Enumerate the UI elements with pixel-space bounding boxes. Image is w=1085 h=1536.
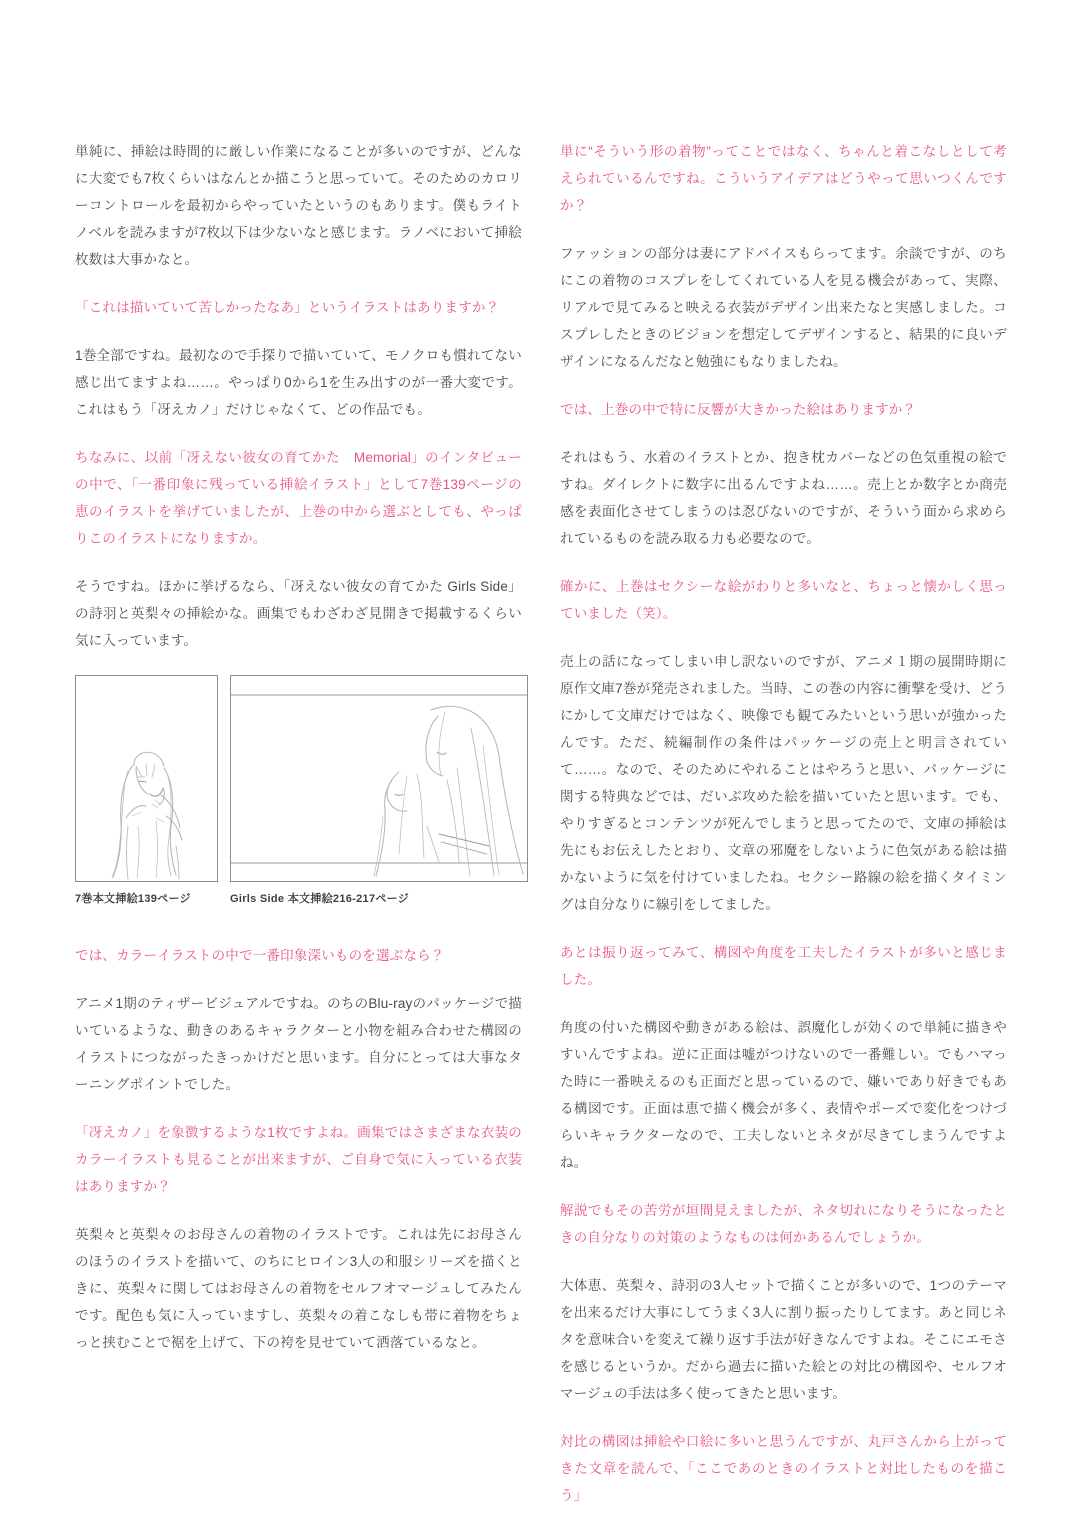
interview-question: では、カラーイラストの中で一番印象深いものを選ぶなら？ xyxy=(75,948,445,963)
interview-answer: そうですね。ほかに挙げるなら、「冴えない彼女の育てかた Girls Side」の詩羽と英梨々の挿絵かな。画集でもわざわざ見開きで掲載するくらい気に入っています。 xyxy=(75,579,522,648)
sketch-girl-portrait xyxy=(76,676,217,881)
interview-question: 「冴えカノ」を象徴するような1枚ですよね。画集ではさまざまな衣装のカラーイラストも見ることが出来ますが、ご自身で気に入っている衣装はありますか？ xyxy=(75,1125,522,1194)
figure-box xyxy=(75,675,218,882)
interview-question: では、上巻の中で特に反響が大きかった絵はありますか？ xyxy=(560,402,917,417)
illustration-figures xyxy=(75,675,522,906)
figure-girls-side-216-217 xyxy=(230,675,528,906)
interview-question: 確かに、上巻はセクシーな絵がわりと多いなと、ちょっと懐かしく思っていました（笑）。 xyxy=(560,579,1007,621)
two-column-layout xyxy=(75,138,1007,1530)
interview-question: 単に“そういう形の着物”ってことではなく、ちゃんと着こなしとして考えられているんですね。こういうアイデアはどうやって思いつくんですか？ xyxy=(560,144,1007,213)
interview-answer: 単純に、挿絵は時間的に厳しい作業になることが多いのですが、どんなに大変でも7枚くらいはなんとか描こうと思っていて。そのためのカロリーコントロールを最初からやっていたというのもあります。僕もライトノベルを読みますが7枚以下は少ないなと感じます。ラノベにおいて挿絵枚数は大事かなと。 xyxy=(75,144,522,267)
interview-question: ちなみに、以前「冴えない彼女の育てかた Memorial」のインタビューの中で、「一番印象に残っている挿絵イラスト」として7巻139ページの恵のイラストを挙げていましたが、上巻の中から選ぶとしても、やっぱりこのイラストになりますか。 xyxy=(75,450,522,546)
sketch-two-girls-spread xyxy=(231,676,527,881)
figure-caption: 7巻本文挿絵139ページ xyxy=(75,893,191,905)
right-column xyxy=(560,138,1007,1530)
interview-answer: 売上の話になってしまい申し訳ないのですが、アニメ１期の展開時期に原作文庫7巻が発売されました。当時、この巻の内容に衝撃を受け、どうにかして文庫だけではなく、映像でも観てみたいという思いが強かったんです。ただ、続編制作の条件はパッケージの売上と明言されていて……。なので、そのためにやれることはやろうと思い、パッケージに関する特典などでは、だいぶ攻めた絵を描いていたと思います。でも、やりすぎるとコンテンツが死んでしまうと思ってたので、文庫の挿絵は先にもお伝えしたとおり、文章の邪魔をしないように色気がある絵は描かないように気を付けていましたね。セクシー路線の絵を描くタイミングは自分なりに線引をしてました。 xyxy=(560,654,1007,912)
interview-question: 解説でもその苦労が垣間見えましたが、ネタ切れになりそうになったときの自分なりの対策のようなものは何かあるんでしょうか。 xyxy=(560,1203,1007,1245)
interview-answer: アニメ1期のティザービジュアルですね。のちのBlu-rayのパッケージで描いているような、動きのあるキャラクターと小物を組み合わせた構図のイラストにつながったきっかけだと思います。自分にとっては大事なターニングポイントでした。 xyxy=(75,996,522,1092)
figure-box xyxy=(230,675,528,882)
left-column xyxy=(75,138,522,1530)
interview-answer: 角度の付いた構図や動きがある絵は、誤魔化しが効くので単純に描きやすいんですよね。逆に正面は嘘がつけないので一番難しい。でもハマった時に一番映えるのも正面だと思っているので、嫌いであり好きでもある構図です。正面は恵で描く機会が多く、表情やポーズで変化をつけづらいキャラクターなので、工夫しないとネタが尽きてしまうんですよね。 xyxy=(560,1020,1007,1170)
interview-answer: それはもう、水着のイラストとか、抱き枕カバーなどの色気重視の絵ですね。ダイレクトに数字に出るんですよね……。売上とか数字とか商売感を表面化させてしまうのは忍びないのですが、そういう面から求められているものを読み取る力も必要なので。 xyxy=(560,450,1007,546)
interview-question: あとは振り返ってみて、構図や角度を工夫したイラストが多いと感じました。 xyxy=(560,945,1007,987)
interview-answer: ファッションの部分は妻にアドバイスもらってます。余談ですが、のちにこの着物のコスプレをしてくれている人を見る機会があって、実際、リアルで見てみると映える衣装がデザイン出来たなと実感しました。コスプレしたときのビジョンを想定してデザインすると、結果的に良いデザインになるんだなと勉強にもなりましたね。 xyxy=(560,246,1007,369)
interview-answer: 英梨々と英梨々のお母さんの着物のイラストです。これは先にお母さんのほうのイラストを描いて、のちにヒロイン3人の和服シリーズを描くときに、英梨々に関してはお母さんの着物をセルフオマージュしてみたんです。配色も気に入っていますし、英梨々の着こなしも帯に着物をちょっと挟むことで裾を上げて、下の袴を見せていて洒落ているなと。 xyxy=(75,1227,522,1350)
figure-volume7-page139 xyxy=(75,675,218,906)
interview-question: 「これは描いていて苦しかったなあ」というイラストはありますか？ xyxy=(75,300,500,315)
interview-answer: 1巻全部ですね。最初なので手探りで描いていて、モノクロも慣れてない感じ出てますよね……。やっぱり0から1を生み出すのが一番大変です。これはもう「冴えカノ」だけじゃなくて、どの作品でも。 xyxy=(75,348,522,417)
interview-answer: 大体恵、英梨々、詩羽の3人セットで描くことが多いので、1つのテーマを出来るだけ大事にしてうまく3人に割り振ったりしてます。あと同じネタを意味合いを変えて繰り返す手法が好きなんですよね。そこにエモさを感じるというか。だから過去に描いた絵との対比の構図や、セルフオマージュの手法は多く使ってきたと思います。 xyxy=(560,1278,1007,1401)
figure-caption: Girls Side 本文挿絵216-217ページ xyxy=(230,893,410,905)
interview-question: 対比の構図は挿絵や口絵に多いと思うんですが、丸戸さんから上がってきた文章を読んで、「ここであのときのイラストと対比したものを描こう」 xyxy=(560,1434,1007,1503)
